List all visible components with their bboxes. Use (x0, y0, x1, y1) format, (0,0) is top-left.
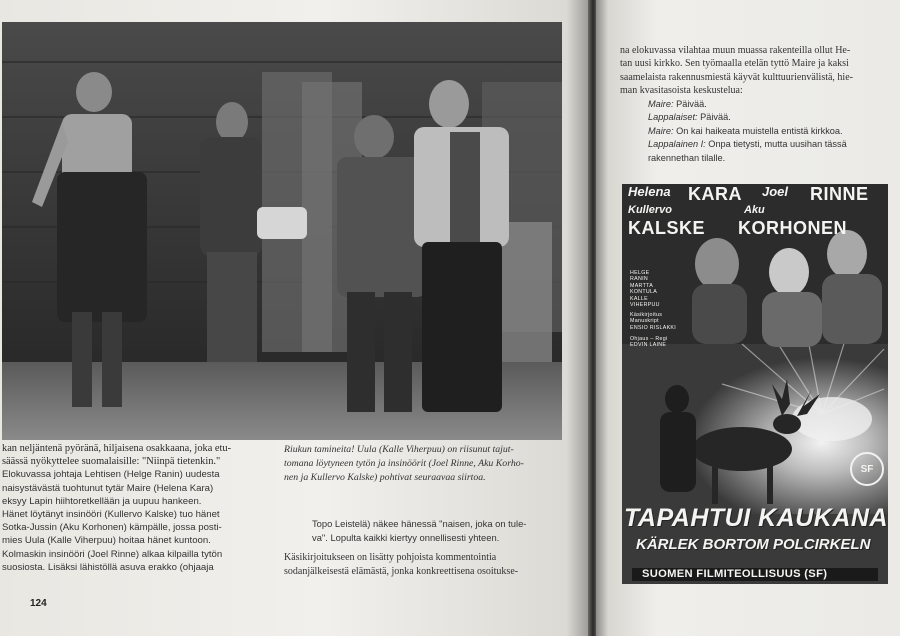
lead-line: säässä nyökyttelee suomalaisille: "Niinpä tietenkin." (2, 456, 221, 468)
cast-line: MARTTA (630, 282, 654, 289)
film-poster (622, 184, 888, 584)
page-number: 124 (30, 598, 47, 609)
cast-line: RANIN (630, 276, 648, 283)
caption-line: Riukun tamineita! Uula (Kalle Viherpuu) on riisunut tajut- (284, 444, 514, 455)
dialogue-line (648, 125, 888, 138)
sf-logo-badge: SF (850, 452, 884, 486)
credit-line: Manuskript (630, 318, 659, 325)
intro-line: na elokuvassa vilahtaa muun muassa rakenteilla ollut He- (620, 45, 851, 56)
cast-line: KALLE (630, 295, 648, 302)
poster-actor-1-last: KARA (688, 184, 742, 204)
poster-subtitle: KÄRLEK BORTOM POLCIRKELN (636, 536, 871, 553)
body-line: Käsikirjoitukseen on lisätty pohjoista kommentointia (284, 552, 497, 563)
dialogue-line (648, 111, 888, 124)
text-line: Hänet löytänyt insinööri (Kullervo Kalske) tuo hänet (2, 509, 220, 521)
poster-director (630, 336, 667, 349)
film-still-illustration (2, 22, 562, 440)
dialogue-text: rakennethan tilalle. (648, 152, 726, 163)
poster-credits (630, 312, 676, 331)
film-still-photo (2, 22, 562, 440)
dialogue-text: Onpa tietysti, mutta uusihan tässä (708, 139, 847, 150)
text-line: Sotka-Jussin (Aku Korhonen) kämpälle, jossa posti- (2, 522, 222, 534)
cast-line: HELGE (630, 270, 650, 276)
intro-line: tan uusi kirkko. Sen työmaalla etelän tyttö Maire ja kaksi (620, 58, 849, 70)
dialogue-text: Päivää. (676, 99, 707, 109)
right-intro-text (620, 44, 888, 98)
cast-line: KONTULA (630, 289, 658, 296)
intro-line: man kvasitasoista keskustelua: (620, 85, 743, 97)
text-line: Elokuvassa johtaja Lehtisen (Helge Ranin) uudesta (2, 469, 220, 481)
poster-actor-4-last: KORHONEN (738, 218, 848, 238)
poster-actor-2-last: RINNE (810, 184, 869, 204)
speaker: Lappalaiset: (648, 112, 698, 123)
dialogue-text: Päivää. (700, 112, 731, 123)
intro-line: saamelaista rakennusmiestä käyvät kulttuurienvälistä, hie- (620, 71, 853, 83)
poster-actor-1-first: Helena (628, 184, 671, 199)
text-line: eksyy Lapin hiihtoretkellään ja uupuu hankeen. (2, 495, 202, 507)
cast-line: VIHERPUU (630, 302, 660, 309)
lead-line: kan neljäntenä pyöränä, hiljaisena osakkaana, joka etu- (2, 443, 232, 454)
dialogue-text: On kai haikeata muistella entistä kirkkoa. (676, 125, 843, 136)
caption-line: nen ja Kullervo Kalske) pohtivat seuraavaa siirtoa. (284, 472, 486, 483)
quote-line: Topo Leistelä) näkee hänessä "naisen, joka on tule- (312, 518, 527, 529)
dialogue-line (648, 98, 888, 111)
quote-line: va". Lopulta kaikki kiertyy onnellisesti yhteen. (312, 531, 500, 543)
speaker: Maire: (648, 99, 674, 109)
body-paragraph (284, 551, 552, 578)
poster-title: TAPAHTUI KAUKANA (624, 504, 888, 532)
speaker: Maire: (648, 125, 674, 136)
dialogue-line (648, 152, 888, 165)
photo-caption (284, 443, 552, 485)
director-line: Ohjaus – Regi (630, 336, 668, 342)
dialogue-block (648, 98, 888, 165)
dialogue-line (648, 138, 888, 151)
text-line: naisystävästä tuohtunut tytär Maire (Helena Kara) (2, 482, 214, 494)
poster-actor-3-last: KALSKE (628, 218, 706, 238)
credit-line: Käsikirjoitus (630, 312, 663, 318)
body-line: sodanjälkeisestä elämästä, jonka konkreettisena osoitukse- (284, 565, 519, 577)
credit-line: ENSIO RISLAKKI (630, 324, 677, 331)
speaker: Lappalainen I: (648, 139, 706, 150)
text-line: mies Uula (Kalle Viherpuu) hoitaa hänet kuntoon. (2, 535, 211, 547)
caption-line: tomana löytyneen tytön ja insinöörit (Joel Rinne, Aku Korho- (284, 458, 524, 469)
quote-block (312, 517, 552, 544)
director-line: EDVIN LAINE (630, 342, 667, 349)
caption-left-column (2, 442, 262, 574)
poster-actor-4-first: Aku (744, 204, 765, 216)
text-line: suosiosta. Lisäksi lähistöllä asuva erakko (ohjaaja (2, 561, 214, 573)
poster-cast-list (630, 270, 660, 308)
poster-company: SUOMEN FILMITEOLLISUUS (SF) (642, 568, 828, 580)
poster-actor-3-first: Kullervo (628, 204, 673, 216)
poster-actor-2-first: Joel (762, 184, 789, 199)
text-line: Kolmaskin insinööri (Joel Rinne) alkaa kilpailla tytön (2, 548, 223, 560)
